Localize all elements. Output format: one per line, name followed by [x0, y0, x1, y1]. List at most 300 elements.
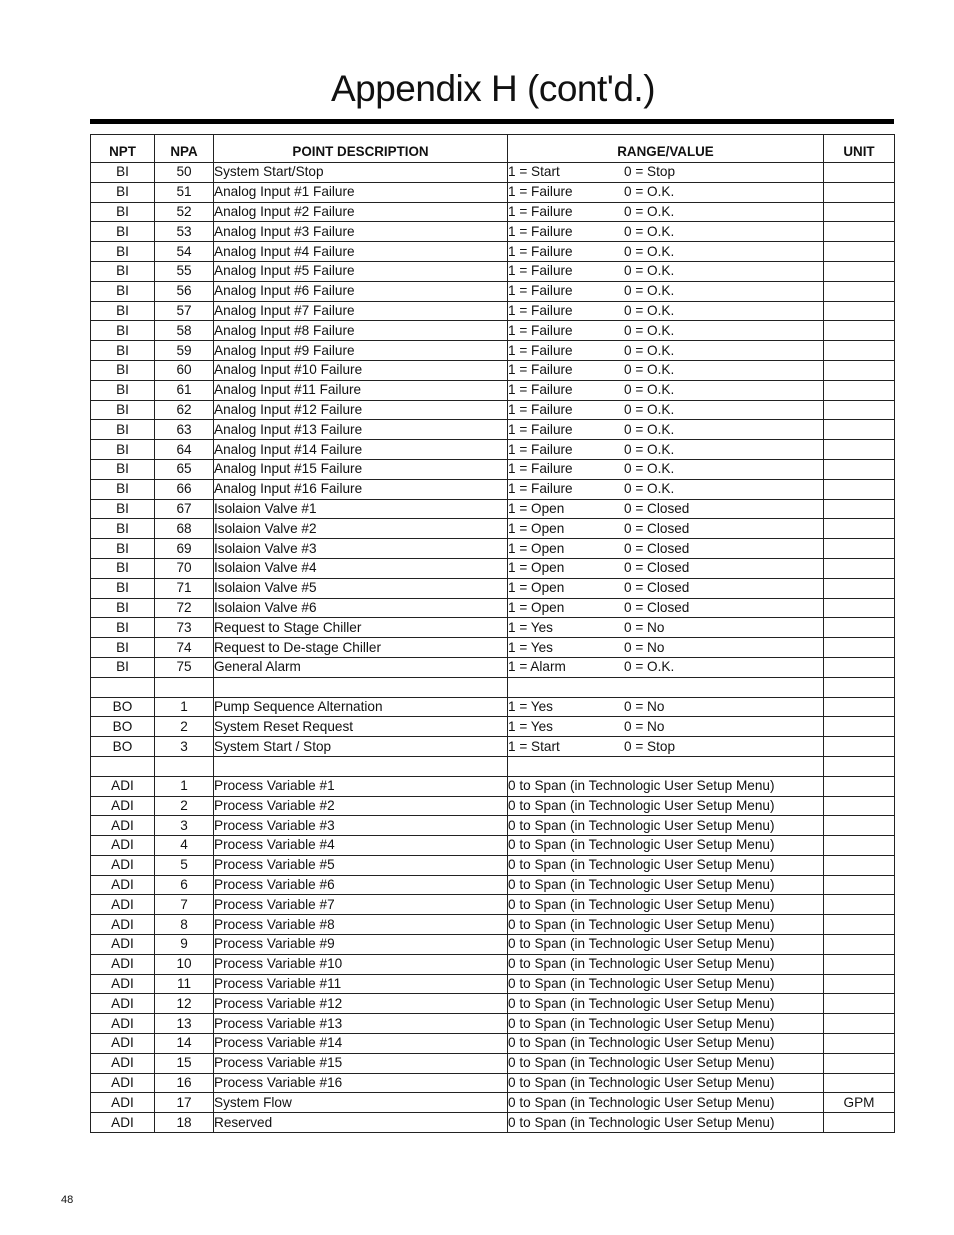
cell-npt: BI [91, 519, 155, 539]
range-false-value: 0 = Closed [624, 560, 690, 576]
table-row [91, 954, 895, 974]
range-false-value: 0 = No [624, 718, 665, 734]
header-npa: NPA [155, 135, 214, 163]
cell-description: Isolaion Valve #6 [214, 598, 508, 618]
table-row [91, 855, 895, 875]
table-row [91, 974, 895, 994]
cell-unit [824, 836, 895, 856]
cell-npa: 64 [155, 440, 214, 460]
cell-npt: BI [91, 400, 155, 420]
table-row [91, 202, 895, 222]
cell-npt: BO [91, 697, 155, 717]
table-row [91, 598, 895, 618]
cell-range-value [508, 519, 824, 539]
cell-npt: ADI [91, 1053, 155, 1073]
range-true-value: 1 = Open [508, 520, 565, 536]
range-false-value: 0 = Stop [624, 738, 676, 754]
cell-npt: BI [91, 202, 155, 222]
range-true-value: 1 = Open [508, 599, 565, 615]
cell-unit [824, 954, 895, 974]
cell-range-value [508, 737, 824, 757]
cell-npt: BI [91, 301, 155, 321]
cell-npt: BO [91, 737, 155, 757]
range-true-value: 1 = Failure [508, 322, 573, 338]
cell-npa: 55 [155, 261, 214, 281]
cell-description: Request to De-stage Chiller [214, 638, 508, 658]
cell-unit [824, 202, 895, 222]
cell-description: Isolaion Valve #3 [214, 539, 508, 559]
cell-unit [824, 222, 895, 242]
table-row [91, 677, 895, 697]
cell-range-value [508, 202, 824, 222]
cell-description: Analog Input #2 Failure [214, 202, 508, 222]
range-false-value: 0 = O.K. [624, 322, 675, 338]
cell-npa: 73 [155, 618, 214, 638]
table-row [91, 1034, 895, 1054]
cell-npt: BI [91, 281, 155, 301]
range-false-value: 0 = Closed [624, 540, 690, 556]
cell-description: Analog Input #10 Failure [214, 360, 508, 380]
range-true-value: 0 to Span (in Technologic User Setup Menu) [508, 1055, 775, 1071]
cell-range-value [508, 796, 824, 816]
cell-npa: 6 [155, 875, 214, 895]
cell-unit [824, 776, 895, 796]
header-unit: UNIT [824, 135, 895, 163]
cell-npt: ADI [91, 1034, 155, 1054]
table-row [91, 222, 895, 242]
table-row [91, 935, 895, 955]
cell-range-value [508, 539, 824, 559]
cell-npt: BI [91, 182, 155, 202]
cell-npa: 11 [155, 974, 214, 994]
cell-unit [824, 697, 895, 717]
range-true-value: 1 = Failure [508, 302, 573, 318]
cell-range-value [508, 875, 824, 895]
cell-range-value [508, 1093, 824, 1113]
cell-unit [824, 994, 895, 1014]
cell-npa [155, 677, 214, 697]
cell-description: Process Variable #11 [214, 974, 508, 994]
table-row [91, 776, 895, 796]
table-row [91, 163, 895, 183]
page-title: Appendix H (cont'd.) [330, 68, 656, 109]
table-row [91, 400, 895, 420]
cell-description: Process Variable #3 [214, 816, 508, 836]
cell-unit [824, 163, 895, 183]
range-true-value: 0 to Span (in Technologic User Setup Menu) [508, 1035, 775, 1051]
cell-range-value [508, 816, 824, 836]
cell-npa: 5 [155, 855, 214, 875]
range-false-value: 0 = O.K. [624, 421, 675, 437]
table-row [91, 1014, 895, 1034]
range-true-value: 1 = Failure [508, 461, 573, 477]
cell-npt: ADI [91, 855, 155, 875]
cell-range-value [508, 440, 824, 460]
cell-unit [824, 895, 895, 915]
cell-description: System Reset Request [214, 717, 508, 737]
table-row [91, 1053, 895, 1073]
range-false-value: 0 = O.K. [624, 659, 675, 675]
cell-range-value [508, 974, 824, 994]
cell-description: Analog Input #6 Failure [214, 281, 508, 301]
cell-npt: ADI [91, 895, 155, 915]
table-row [91, 380, 895, 400]
page-number: 48 [61, 1194, 74, 1206]
cell-description: Analog Input #4 Failure [214, 242, 508, 262]
cell-npa [155, 756, 214, 776]
cell-npa: 8 [155, 915, 214, 935]
cell-description: Analog Input #14 Failure [214, 440, 508, 460]
cell-npt: BI [91, 380, 155, 400]
cell-npa: 10 [155, 954, 214, 974]
range-true-value: 0 to Span (in Technologic User Setup Menu) [508, 877, 775, 893]
table-row [91, 360, 895, 380]
header-range-value: RANGE/VALUE [508, 135, 824, 163]
cell-unit [824, 519, 895, 539]
table-row [91, 281, 895, 301]
cell-unit: GPM [824, 1093, 895, 1113]
cell-npt: ADI [91, 1014, 155, 1034]
cell-unit [824, 875, 895, 895]
range-true-value: 1 = Open [508, 540, 565, 556]
cell-npt: BO [91, 717, 155, 737]
cell-unit [824, 539, 895, 559]
cell-unit [824, 1073, 895, 1093]
cell-unit [824, 638, 895, 658]
range-true-value: 0 to Span (in Technologic User Setup Menu) [508, 1075, 775, 1091]
cell-npt: BI [91, 440, 155, 460]
range-true-value: 0 to Span (in Technologic User Setup Menu) [508, 976, 775, 992]
table-row [91, 261, 895, 281]
cell-description: Process Variable #12 [214, 994, 508, 1014]
cell-range-value [508, 855, 824, 875]
cell-range-value [508, 677, 824, 697]
range-false-value: 0 = O.K. [624, 184, 675, 200]
cell-npa: 1 [155, 776, 214, 796]
cell-unit [824, 717, 895, 737]
range-false-value: 0 = O.K. [624, 223, 675, 239]
table-row [91, 895, 895, 915]
cell-description: Analog Input #1 Failure [214, 182, 508, 202]
cell-range-value [508, 915, 824, 935]
cell-description: Process Variable #2 [214, 796, 508, 816]
cell-npa: 60 [155, 360, 214, 380]
cell-unit [824, 479, 895, 499]
cell-range-value [508, 420, 824, 440]
cell-description: Process Variable #13 [214, 1014, 508, 1034]
cell-unit [824, 1053, 895, 1073]
range-false-value: 0 = Stop [624, 164, 676, 180]
cell-npt: BI [91, 638, 155, 658]
table-row [91, 182, 895, 202]
cell-unit [824, 558, 895, 578]
cell-description: Process Variable #4 [214, 836, 508, 856]
cell-npt: BI [91, 459, 155, 479]
table-row [91, 796, 895, 816]
cell-npt: BI [91, 341, 155, 361]
range-true-value: 1 = Open [508, 500, 565, 516]
cell-range-value [508, 380, 824, 400]
cell-description: Process Variable #16 [214, 1073, 508, 1093]
range-false-value: 0 = O.K. [624, 263, 675, 279]
cell-description: Analog Input #7 Failure [214, 301, 508, 321]
cell-npa: 56 [155, 281, 214, 301]
cell-description: Process Variable #5 [214, 855, 508, 875]
cell-unit [824, 915, 895, 935]
cell-npa: 14 [155, 1034, 214, 1054]
table-body [91, 163, 895, 1133]
cell-npa: 3 [155, 737, 214, 757]
cell-npt: ADI [91, 954, 155, 974]
cell-npa: 15 [155, 1053, 214, 1073]
cell-npa: 63 [155, 420, 214, 440]
range-true-value: 0 to Span (in Technologic User Setup Menu) [508, 936, 775, 952]
table-row [91, 341, 895, 361]
table-row [91, 539, 895, 559]
cell-npa: 7 [155, 895, 214, 915]
range-true-value: 1 = Failure [508, 441, 573, 457]
cell-npa: 18 [155, 1113, 214, 1133]
range-false-value: 0 = Closed [624, 580, 690, 596]
cell-npa: 74 [155, 638, 214, 658]
header-row [91, 135, 895, 163]
cell-unit [824, 281, 895, 301]
cell-unit [824, 341, 895, 361]
cell-npa: 61 [155, 380, 214, 400]
cell-description: Pump Sequence Alternation [214, 697, 508, 717]
range-true-value: 1 = Failure [508, 421, 573, 437]
cell-description: Reserved [214, 1113, 508, 1133]
cell-range-value [508, 261, 824, 281]
cell-range-value [508, 558, 824, 578]
range-true-value: 0 to Span (in Technologic User Setup Menu) [508, 916, 775, 932]
table-row [91, 875, 895, 895]
cell-npa: 67 [155, 499, 214, 519]
cell-npa: 75 [155, 657, 214, 677]
cell-unit [824, 816, 895, 836]
cell-unit [824, 1014, 895, 1034]
cell-npt: ADI [91, 875, 155, 895]
cell-npt: ADI [91, 836, 155, 856]
cell-range-value [508, 400, 824, 420]
range-true-value: 0 to Span (in Technologic User Setup Menu) [508, 1114, 775, 1130]
cell-range-value [508, 935, 824, 955]
range-false-value: 0 = O.K. [624, 441, 675, 457]
range-true-value: 0 to Span (in Technologic User Setup Menu) [508, 1015, 775, 1031]
range-true-value: 0 to Span (in Technologic User Setup Menu) [508, 778, 775, 794]
range-true-value: 0 to Span (in Technologic User Setup Menu) [508, 956, 775, 972]
cell-range-value [508, 954, 824, 974]
range-true-value: 1 = Failure [508, 481, 573, 497]
cell-range-value [508, 1073, 824, 1093]
cell-npt [91, 756, 155, 776]
cell-description: Process Variable #15 [214, 1053, 508, 1073]
cell-npa: 53 [155, 222, 214, 242]
range-true-value: 1 = Failure [508, 283, 573, 299]
cell-unit [824, 182, 895, 202]
range-true-value: 1 = Failure [508, 382, 573, 398]
cell-range-value [508, 499, 824, 519]
table-row [91, 994, 895, 1014]
cell-npa: 69 [155, 539, 214, 559]
table-row [91, 1113, 895, 1133]
cell-npa: 16 [155, 1073, 214, 1093]
cell-range-value [508, 618, 824, 638]
range-false-value: 0 = O.K. [624, 342, 675, 358]
cell-npt: BI [91, 578, 155, 598]
table-row [91, 519, 895, 539]
range-false-value: 0 = No [624, 639, 665, 655]
cell-npa: 62 [155, 400, 214, 420]
cell-range-value [508, 1053, 824, 1073]
cell-range-value [508, 657, 824, 677]
cell-range-value [508, 242, 824, 262]
cell-range-value [508, 479, 824, 499]
cell-description: Isolaion Valve #2 [214, 519, 508, 539]
cell-range-value [508, 163, 824, 183]
cell-unit [824, 400, 895, 420]
cell-description: System Start/Stop [214, 163, 508, 183]
cell-npt: BI [91, 321, 155, 341]
cell-description: Process Variable #10 [214, 954, 508, 974]
cell-npa: 9 [155, 935, 214, 955]
cell-range-value [508, 717, 824, 737]
table-row [91, 697, 895, 717]
table-row [91, 578, 895, 598]
cell-range-value [508, 638, 824, 658]
cell-range-value [508, 281, 824, 301]
range-true-value: 1 = Failure [508, 401, 573, 417]
cell-npa: 65 [155, 459, 214, 479]
cell-npa: 66 [155, 479, 214, 499]
cell-unit [824, 935, 895, 955]
cell-npa: 72 [155, 598, 214, 618]
table-row [91, 915, 895, 935]
cell-npa: 1 [155, 697, 214, 717]
range-true-value: 0 to Span (in Technologic User Setup Menu) [508, 896, 775, 912]
range-true-value: 1 = Failure [508, 203, 573, 219]
range-true-value: 0 to Span (in Technologic User Setup Menu) [508, 817, 775, 833]
cell-npa: 70 [155, 558, 214, 578]
cell-unit [824, 855, 895, 875]
cell-npt [91, 677, 155, 697]
cell-description: Isolaion Valve #4 [214, 558, 508, 578]
table-row [91, 1073, 895, 1093]
table-row [91, 479, 895, 499]
table-row [91, 756, 895, 776]
table-row [91, 459, 895, 479]
cell-unit [824, 440, 895, 460]
cell-range-value [508, 459, 824, 479]
header-description: POINT DESCRIPTION [214, 135, 508, 163]
range-true-value: 1 = Open [508, 580, 565, 596]
range-false-value: 0 = O.K. [624, 362, 675, 378]
range-true-value: 0 to Span (in Technologic User Setup Menu) [508, 797, 775, 813]
table-row [91, 440, 895, 460]
points-table [90, 134, 895, 1133]
cell-npa: 4 [155, 836, 214, 856]
cell-unit [824, 657, 895, 677]
cell-unit [824, 261, 895, 281]
range-true-value: 1 = Yes [508, 718, 553, 734]
cell-range-value [508, 1113, 824, 1133]
range-true-value: 1 = Start [508, 164, 560, 180]
cell-npa: 13 [155, 1014, 214, 1034]
table-row [91, 737, 895, 757]
header-npt: NPT [91, 135, 155, 163]
cell-range-value [508, 578, 824, 598]
cell-description: Request to Stage Chiller [214, 618, 508, 638]
cell-range-value [508, 360, 824, 380]
range-false-value: 0 = O.K. [624, 203, 675, 219]
cell-range-value [508, 341, 824, 361]
table-row [91, 816, 895, 836]
cell-npt: BI [91, 261, 155, 281]
cell-description: Analog Input #3 Failure [214, 222, 508, 242]
title-rule [90, 119, 894, 124]
cell-npt: BI [91, 598, 155, 618]
table-row [91, 321, 895, 341]
table-row [91, 638, 895, 658]
cell-npa: 68 [155, 519, 214, 539]
cell-npa: 58 [155, 321, 214, 341]
range-true-value: 1 = Alarm [508, 659, 566, 675]
range-false-value: 0 = O.K. [624, 401, 675, 417]
cell-unit [824, 578, 895, 598]
cell-description: Process Variable #14 [214, 1034, 508, 1054]
cell-npt: BI [91, 479, 155, 499]
cell-description: Analog Input #9 Failure [214, 341, 508, 361]
cell-npa: 54 [155, 242, 214, 262]
range-true-value: 1 = Failure [508, 342, 573, 358]
cell-description: Analog Input #16 Failure [214, 479, 508, 499]
range-false-value: 0 = O.K. [624, 302, 675, 318]
cell-unit [824, 756, 895, 776]
cell-unit [824, 360, 895, 380]
range-true-value: 0 to Span (in Technologic User Setup Menu) [508, 995, 775, 1011]
cell-description: Analog Input #15 Failure [214, 459, 508, 479]
cell-range-value [508, 182, 824, 202]
cell-npt: BI [91, 499, 155, 519]
cell-unit [824, 677, 895, 697]
cell-npa: 17 [155, 1093, 214, 1113]
range-false-value: 0 = Closed [624, 500, 690, 516]
cell-unit [824, 499, 895, 519]
cell-npt: ADI [91, 1093, 155, 1113]
cell-description: Process Variable #7 [214, 895, 508, 915]
table-row [91, 499, 895, 519]
cell-unit [824, 459, 895, 479]
cell-description: Analog Input #11 Failure [214, 380, 508, 400]
cell-unit [824, 301, 895, 321]
cell-description: Process Variable #1 [214, 776, 508, 796]
range-true-value: 1 = Start [508, 738, 560, 754]
cell-npa: 51 [155, 182, 214, 202]
cell-npt: BI [91, 558, 155, 578]
range-true-value: 0 to Span (in Technologic User Setup Menu) [508, 1094, 775, 1110]
cell-npa: 2 [155, 796, 214, 816]
cell-npa: 57 [155, 301, 214, 321]
cell-npa: 12 [155, 994, 214, 1014]
cell-unit [824, 737, 895, 757]
cell-range-value [508, 301, 824, 321]
cell-description [214, 677, 508, 697]
range-true-value: 0 to Span (in Technologic User Setup Menu) [508, 837, 775, 853]
table-row [91, 420, 895, 440]
cell-description: General Alarm [214, 657, 508, 677]
cell-npa: 50 [155, 163, 214, 183]
cell-npt: BI [91, 222, 155, 242]
